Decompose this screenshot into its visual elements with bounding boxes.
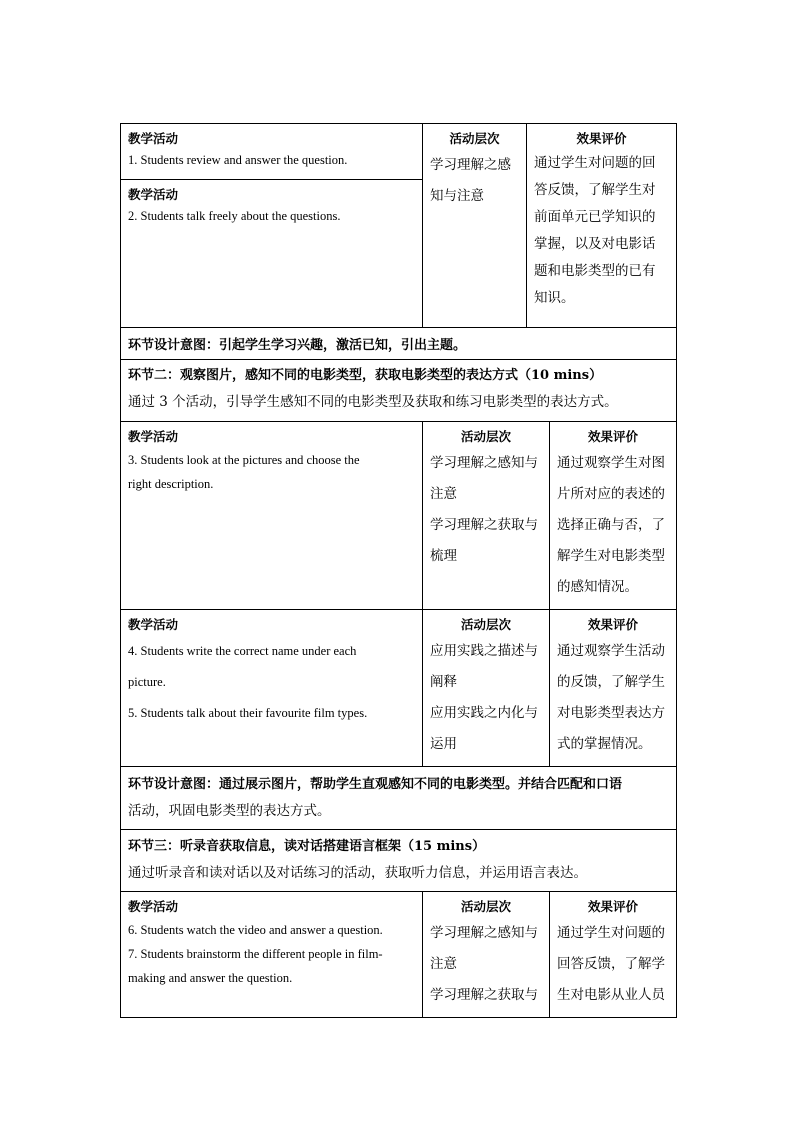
eval-line: 的感知情况。 (557, 579, 638, 595)
stage-title: 环节二：观察图片，感知不同的电影类型，获取电影类型的表达方式（10 mins） (128, 368, 603, 383)
level-line: 运用 (430, 736, 457, 752)
eval-line: 解学生对电影类型 (557, 548, 665, 564)
level-line: 学习理解之感知与 (430, 455, 538, 471)
stage-desc: 通过听录音和读对话以及对话练习的活动，获取听力信息，并运用语言表达。 (128, 865, 587, 881)
activity-cell-3 (120, 609, 423, 767)
activity-text: 3. Students look at the pictures and choose the (128, 453, 360, 467)
level-heading: 活动层次 (460, 617, 511, 632)
design-intent-2 (120, 766, 677, 830)
activity-cell-1b (120, 179, 423, 328)
level-line: 梳理 (430, 548, 457, 564)
design-intent-text: 环节设计意图：通过展示图片，帮助学生直观感知不同的电影类型。并结合匹配和口语 (128, 777, 623, 792)
level-cell-4 (422, 891, 550, 1018)
eval-line: 通过观察学生活动 (557, 643, 665, 659)
level-line: 学习理解之感知与 (430, 925, 538, 941)
eval-line: 答反馈，了解学生对 (534, 182, 656, 198)
design-intent-line-2: 活动，巩固电影类型的表达方式。 (128, 803, 331, 819)
level-line: 应用实践之内化与 (430, 705, 538, 721)
eval-heading: 效果评价 (576, 131, 627, 146)
level-line: 阐释 (430, 674, 457, 690)
design-intent-text: 环节设计意图：引起学生学习兴趣，激活已知，引出主题。 (128, 338, 467, 353)
stage-title: 环节三：听录音获取信息，读对话搭建语言框架（15 mins） (128, 839, 486, 854)
eval-line: 掌握，以及对电影话 (534, 236, 656, 252)
level-line: 应用实践之描述与 (430, 643, 538, 659)
eval-line: 生对电影从业人员 (557, 987, 665, 1003)
eval-heading: 效果评价 (587, 899, 638, 914)
eval-cell-4 (549, 891, 677, 1018)
stage-three (120, 829, 677, 892)
eval-line: 的反馈，了解学生 (557, 674, 665, 690)
activity-heading: 教学活动 (128, 187, 179, 202)
eval-line: 题和电影类型的已有 (534, 263, 656, 279)
level-cell-3 (422, 609, 550, 767)
activity-text: 6. Students watch the video and answer a question. (128, 923, 383, 937)
eval-line: 前面单元已学知识的 (534, 209, 656, 225)
eval-heading: 效果评价 (587, 429, 638, 444)
activity-text: 2. Students talk freely about the questions. (128, 209, 341, 223)
activity-cell-1a (120, 123, 423, 180)
level-line: 知与注意 (430, 188, 484, 204)
level-line: 学习理解之获取与 (430, 987, 538, 1003)
activity-text: 5. Students talk about their favourite film types. (128, 706, 368, 720)
stage-two (120, 359, 677, 422)
eval-line: 回答反馈，了解学 (557, 956, 665, 972)
eval-line: 通过观察学生对图 (557, 455, 665, 471)
activity-heading: 教学活动 (128, 617, 179, 632)
eval-line: 选择正确与否，了 (557, 517, 665, 533)
level-heading: 活动层次 (449, 131, 500, 146)
eval-cell-1 (526, 123, 677, 328)
activity-text: picture. (128, 675, 166, 689)
activity-cell-2 (120, 421, 423, 610)
level-line: 学习理解之感 (430, 157, 511, 173)
activity-heading: 教学活动 (128, 899, 179, 914)
activity-cell-4 (120, 891, 423, 1018)
activity-text: making and answer the question. (128, 971, 293, 985)
level-heading: 活动层次 (460, 429, 511, 444)
activity-text: 4. Students write the correct name under each (128, 644, 357, 658)
activity-text: 7. Students brainstorm the different people in film- (128, 947, 383, 961)
activity-heading: 教学活动 (128, 131, 179, 146)
eval-heading: 效果评价 (587, 617, 638, 632)
design-intent-1 (120, 327, 677, 360)
level-cell-1 (422, 123, 527, 328)
eval-line: 式的掌握情况。 (557, 736, 652, 752)
level-line: 注意 (430, 956, 457, 972)
level-line: 注意 (430, 486, 457, 502)
activity-heading: 教学活动 (128, 429, 179, 444)
eval-cell-3 (549, 609, 677, 767)
eval-line: 通过学生对问题的 (557, 925, 665, 941)
design-intent-line (121, 767, 676, 798)
eval-line: 知识。 (534, 290, 575, 306)
eval-line: 片所对应的表述的 (557, 486, 665, 502)
activity-text: right description. (128, 477, 214, 491)
level-line: 学习理解之获取与 (430, 517, 538, 533)
eval-line: 通过学生对问题的回 (534, 155, 656, 171)
activity-text: 1. Students review and answer the question. (128, 153, 348, 167)
level-heading: 活动层次 (460, 899, 511, 914)
level-cell-2 (422, 421, 550, 610)
eval-cell-2 (549, 421, 677, 610)
eval-line: 对电影类型表达方 (557, 705, 665, 721)
stage-desc: 通过 3 个活动，引导学生感知不同的电影类型及获取和练习电影类型的表达方式。 (128, 394, 618, 410)
